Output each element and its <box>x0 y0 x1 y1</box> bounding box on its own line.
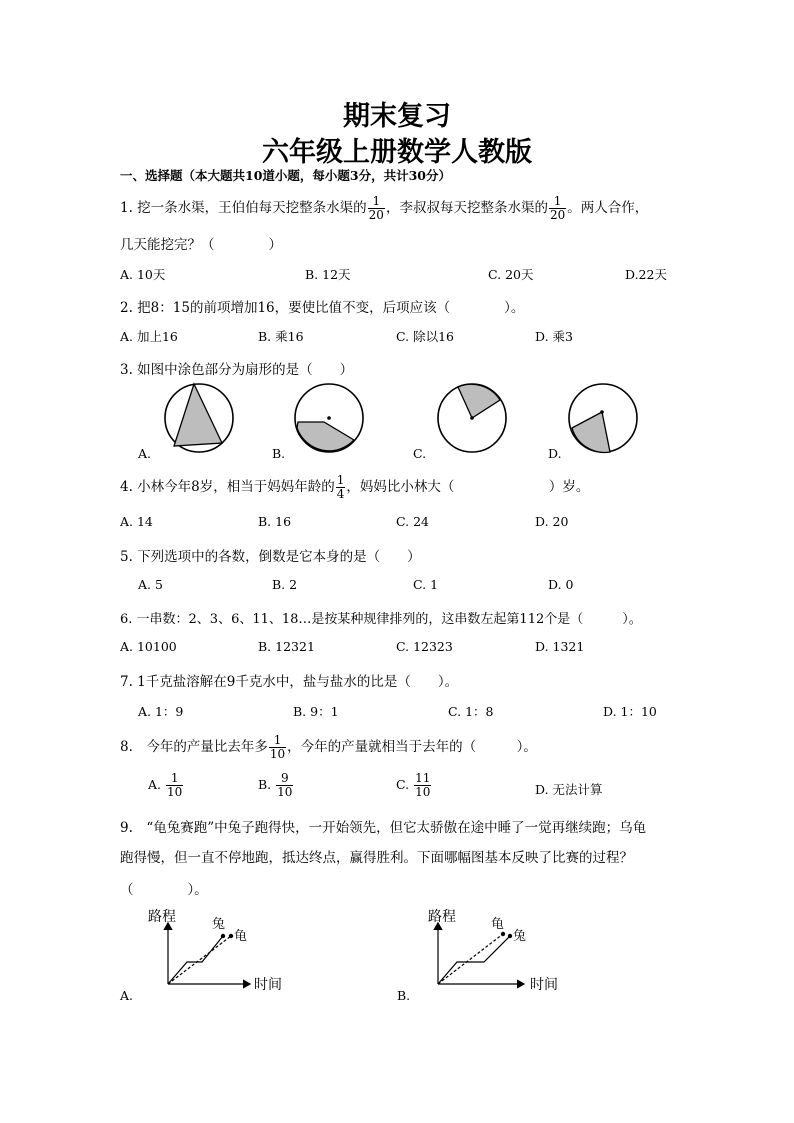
question-4: 4. 小林今年8岁，相当于妈妈年龄的 $\frac{1}{4}$ ，妈妈比小林大（ ）岁。 <box>120 473 590 501</box>
fraction: $\frac{1}{10}$ <box>269 733 286 761</box>
q5-option-b: B. 2 <box>272 577 298 592</box>
question-8: 8. 今年的产量比去年多 $\frac{1}{10}$ ，今年的产量就相当于去年的（ ）。 <box>120 733 537 761</box>
question-1: 1. 挖一条水渠，王伯伯每天挖整条水渠的 $\frac{1}{20}$ ，李叔叔每天挖整条水渠的 $\frac{1}{20}$ 。两人合作， <box>120 194 649 222</box>
rabbit-label: 兔 <box>212 917 226 932</box>
graph-a <box>148 909 282 993</box>
y-axis-label: 路程 <box>428 909 456 925</box>
page-subtitle: 六年级上册数学人教版 <box>262 137 532 168</box>
q6-option-a: A. 10100 <box>120 639 177 654</box>
q2-option-c: C. 除以16 <box>396 329 454 344</box>
q9-option-b: B. <box>397 988 411 1003</box>
graph-b <box>428 909 558 993</box>
q6-option-d: D. 1321 <box>535 639 585 654</box>
q1-option-a: A. 10天 <box>120 267 166 282</box>
q3-option-a: A. <box>138 446 152 461</box>
question-1-line2: 几天能挖完？（ ） <box>120 237 282 253</box>
q7-option-b: B. 9：1 <box>293 704 339 719</box>
q1-option-c: C. 20天 <box>488 267 534 282</box>
q2-option-a: A. 加上16 <box>120 329 178 344</box>
q2-option-b: B. 乘16 <box>258 329 304 344</box>
q2-option-d: D. 乘3 <box>535 329 573 344</box>
section-heading: 一、选择题（本大题共10道小题，每小题3分，共计30分） <box>120 168 451 183</box>
fraction: $\frac{1}{4}$ <box>336 473 345 501</box>
q5-option-a: A. 5 <box>138 577 163 592</box>
q8-option-b: B. $\frac{9}{10}$ <box>258 771 293 799</box>
q3-option-d: D. <box>548 446 562 461</box>
q3-option-b: B. <box>272 446 286 461</box>
q8-option-d: D. 无法计算 <box>535 782 603 797</box>
rabbit-line <box>438 936 510 984</box>
q7-option-d: D. 1：10 <box>603 704 657 719</box>
sector-figures <box>0 380 794 465</box>
question-7: 7. 1千克盐溶解在9千克水中，盐与盐水的比是（ ）。 <box>120 674 459 690</box>
q9-option-a: A. <box>120 988 134 1003</box>
rabbit-line <box>168 936 223 984</box>
figure-d <box>569 384 637 452</box>
q1-option-d: D.22天 <box>625 267 667 282</box>
q1-option-b: B. 12天 <box>305 267 351 282</box>
rabbit-label: 兔 <box>513 929 527 944</box>
figure-b <box>295 384 363 452</box>
q4-option-b: B. 16 <box>258 514 292 529</box>
q3-option-c: C. <box>413 446 427 461</box>
turtle-label: 龟 <box>491 917 505 932</box>
question-9-line1: 9. “龟兔赛跑”中兔子跑得快，一开始领先，但它太骄傲在途中睡了一觉再继续跑；乌龟 <box>120 820 647 836</box>
q6-option-b: B. 12321 <box>258 639 315 654</box>
question-2: 2. 把8：15的前项增加16，要使比值不变，后项应该（ ）。 <box>120 300 525 316</box>
q4-option-d: D. 20 <box>535 514 569 529</box>
question-6: 6. 一串数：2、3、6、11、18…是按某种规律排列的，这串数左起第112个是（ ）。 <box>120 612 642 627</box>
q7-option-a: A. 1：9 <box>138 704 184 719</box>
figure-a <box>165 384 233 452</box>
fraction: $\frac{1}{20}$ <box>368 194 384 222</box>
figure-c <box>438 384 506 452</box>
q5-option-c: C. 1 <box>413 577 439 592</box>
turtle-label: 龟 <box>234 929 248 944</box>
q4-option-c: C. 24 <box>396 514 429 529</box>
question-5: 5. 下列选项中的各数，倒数是它本身的是（ ） <box>120 549 421 565</box>
page-title: 期末复习 <box>343 101 451 132</box>
x-axis-label: 时间 <box>530 977 558 993</box>
question-3: 3. 如图中涂色部分为扇形的是（ ） <box>120 362 354 378</box>
question-9-line3: （ ）。 <box>120 882 208 898</box>
x-axis-label: 时间 <box>254 977 282 993</box>
q8-option-c: C. $\frac{11}{10}$ <box>396 771 431 799</box>
turtle-line <box>438 934 503 984</box>
y-axis-label: 路程 <box>148 909 176 925</box>
q6-option-c: C. 12323 <box>396 639 453 654</box>
turtle-line <box>168 936 231 984</box>
fraction: $\frac{1}{20}$ <box>549 194 566 222</box>
q4-option-a: A. 14 <box>120 514 153 529</box>
question-9-line2: 跑得慢，但一直不停地跑，抵达终点，赢得胜利。下面哪幅图基本反映了比赛的过程？ <box>120 850 633 866</box>
q7-option-c: C. 1：8 <box>448 704 494 719</box>
q8-option-a: A. $\frac{1}{10}$ <box>148 771 183 799</box>
q5-option-d: D. 0 <box>548 577 574 592</box>
